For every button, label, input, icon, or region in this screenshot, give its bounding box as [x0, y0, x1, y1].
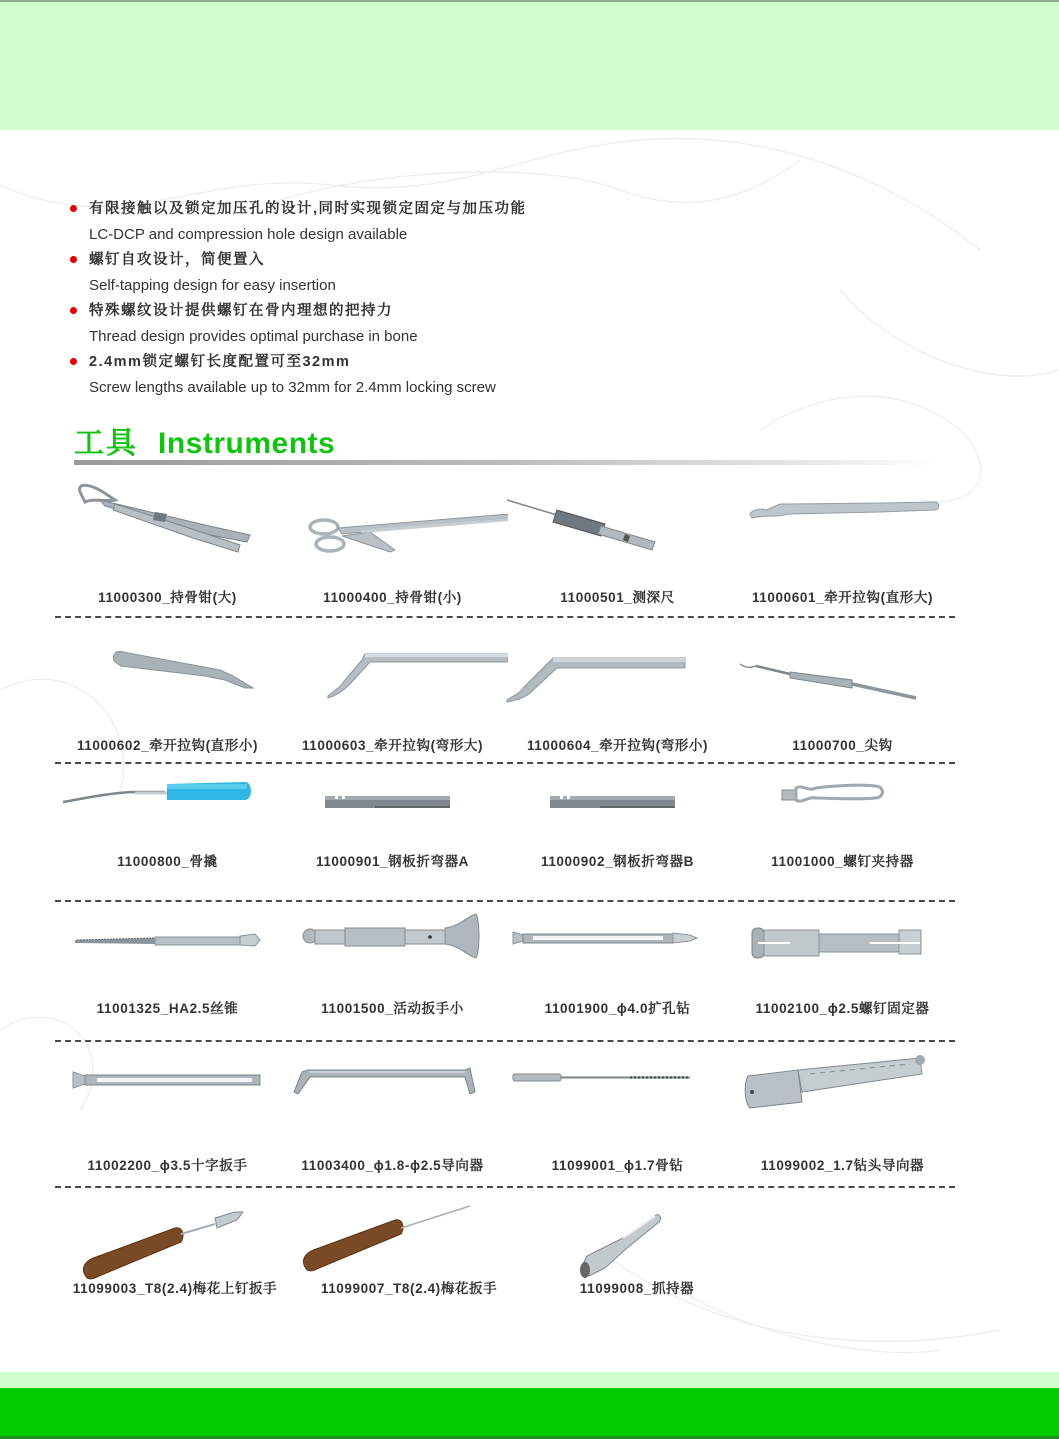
plate-bender-b-icon	[505, 764, 733, 864]
instrument-item	[280, 764, 505, 900]
instrument-label: 11000604_牵开拉钩(弯形小)	[526, 738, 709, 753]
reamer-drill-4-icon	[505, 902, 733, 1002]
top-banner	[0, 0, 1059, 130]
screw-fixer-25-icon	[730, 902, 958, 1002]
instrument-label: 11099002_1.7钻头导向器	[760, 1158, 925, 1173]
footer-light-stripe	[0, 1372, 1059, 1388]
bone-drill-17-icon	[505, 1042, 733, 1142]
instrument-row	[55, 1188, 955, 1338]
instrument-label: 11099003_T8(2.4)梅花上钉扳手	[72, 1281, 278, 1296]
instrument-label: 11000300_持骨钳(大)	[98, 590, 237, 605]
instrument-label: 11000603_牵开拉钩(弯形大)	[301, 738, 484, 753]
section-heading	[74, 418, 335, 458]
instrument-item	[55, 618, 280, 762]
instrument-label: 11000901_钢板折弯器A	[315, 854, 470, 869]
section-divider	[74, 460, 944, 465]
t8-screwdriver-icon	[295, 1188, 523, 1288]
instrument-label: 11000700_尖钩	[792, 738, 893, 753]
feature-item	[68, 249, 588, 300]
retractor-straight-large-icon	[730, 470, 958, 580]
instrument-label: 11000602_牵开拉钩(直形小)	[76, 738, 259, 753]
instrument-item	[505, 764, 730, 900]
instrument-item	[505, 902, 730, 1040]
instrument-item	[505, 470, 730, 616]
instrument-label: 11003400_ϕ1.8-ϕ2.5导向器	[301, 1158, 484, 1173]
instrument-label: 11001500_活动扳手小	[321, 1001, 464, 1016]
instrument-item	[523, 1188, 751, 1338]
bullet-dot-icon	[70, 307, 77, 314]
instrument-row	[55, 470, 955, 618]
instrument-item	[730, 618, 955, 762]
depth-gauge-icon	[505, 470, 733, 580]
feature-list	[68, 198, 588, 402]
bullet-dot-icon	[70, 205, 77, 212]
drill-bit-guide-17-icon	[730, 1042, 958, 1142]
instrument-item	[55, 470, 280, 616]
feature-text-en: Screw lengths available up to 32mm for 2.4mm locking screw	[89, 379, 496, 396]
instrument-label: 11001900_ϕ4.0扩孔钻	[544, 1001, 691, 1016]
instrument-item	[505, 618, 730, 762]
instrument-label: 11000902_钢板折弯器B	[540, 854, 695, 869]
instrument-label: 11000800_骨撬	[117, 854, 218, 869]
feature-item	[68, 351, 588, 402]
quick-coupling-handle-small-icon	[280, 902, 508, 1002]
grasper-icon	[523, 1188, 751, 1288]
instrument-item	[505, 1042, 730, 1186]
instrument-label: 11001000_螺钉夹持器	[771, 854, 914, 869]
instrument-label: 11000400_持骨钳(小)	[323, 590, 462, 605]
instrument-label: 11000501_测深尺	[560, 590, 675, 605]
instrument-item	[55, 1188, 295, 1338]
instrument-label: 11001325_HA2.5丝锥	[96, 1001, 239, 1016]
instrument-grid	[55, 470, 955, 1338]
t8-screwdriver-holding-icon	[55, 1188, 295, 1288]
bone-holding-forceps-large-icon	[55, 470, 283, 580]
instrument-row	[55, 764, 955, 902]
feature-text-en: Thread design provides optimal purchase in bone	[89, 328, 418, 345]
instrument-label: 11099008_抓持器	[579, 1281, 695, 1296]
instrument-item	[295, 1188, 523, 1338]
instrument-label: 11002100_ϕ2.5螺钉固定器	[755, 1001, 930, 1016]
cross-wrench-35-icon	[55, 1042, 283, 1142]
feature-text-cn: 有限接触以及锁定加压孔的设计,同时实现锁定固定与加压功能	[89, 201, 527, 217]
instrument-item	[280, 470, 505, 616]
feature-item	[68, 198, 588, 249]
feature-text-en: Self-tapping design for easy insertion	[89, 277, 336, 294]
drill-guide-18-25-icon	[280, 1042, 508, 1142]
feature-text-cn: 螺钉自攻设计，简便置入	[89, 252, 265, 268]
retractor-straight-small-icon	[55, 618, 283, 728]
feature-text-cn: 2.4mm锁定螺钉长度配置可至32mm	[89, 354, 351, 370]
instrument-label: 11099001_ϕ1.7骨钻	[551, 1158, 684, 1173]
instrument-item	[730, 902, 955, 1040]
instrument-label: 11002200_ϕ3.5十字扳手	[87, 1158, 248, 1173]
screw-holder-icon	[730, 764, 958, 864]
instrument-item	[280, 902, 505, 1040]
section-title-en: Instruments	[158, 427, 336, 460]
bone-lever-icon	[55, 764, 283, 864]
bone-holding-forceps-small-icon	[280, 470, 508, 580]
feature-text-cn: 特殊螺纹设计提供螺钉在骨内理想的把持力	[89, 303, 393, 319]
instrument-row	[55, 902, 955, 1042]
instrument-row	[55, 618, 955, 764]
instrument-item	[280, 1042, 505, 1186]
instrument-item	[730, 470, 955, 616]
sharp-hook-icon	[730, 618, 958, 728]
footer-banner	[0, 1388, 1059, 1439]
retractor-curved-large-icon	[280, 618, 508, 728]
instrument-item	[280, 618, 505, 762]
instrument-label: 11099007_T8(2.4)梅花扳手	[320, 1281, 498, 1296]
feature-item	[68, 300, 588, 351]
instrument-item	[730, 764, 955, 900]
instrument-item	[55, 1042, 280, 1186]
instrument-item	[730, 1042, 955, 1186]
section-title-cn: 工具	[74, 427, 138, 460]
tap-ha25-icon	[55, 902, 283, 1002]
instrument-item	[55, 902, 280, 1040]
instrument-row	[55, 1042, 955, 1188]
feature-text-en: LC-DCP and compression hole design available	[89, 226, 408, 243]
instrument-label: 11000601_牵开拉钩(直形大)	[751, 590, 934, 605]
instrument-item	[55, 764, 280, 900]
bullet-dot-icon	[70, 256, 77, 263]
retractor-curved-small-icon	[505, 618, 733, 728]
bullet-dot-icon	[70, 358, 77, 365]
plate-bender-a-icon	[280, 764, 508, 864]
